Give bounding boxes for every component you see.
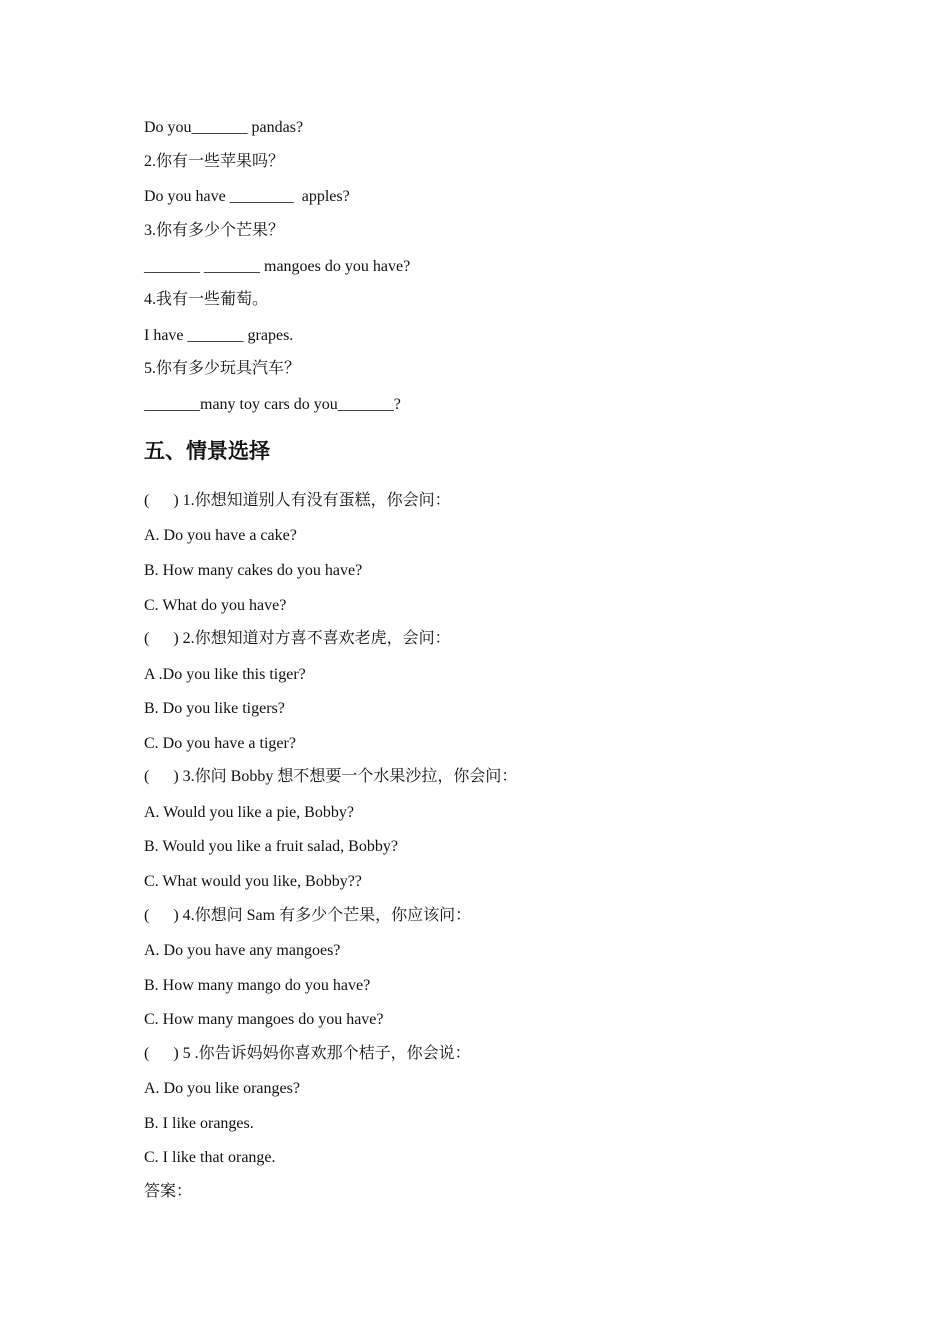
answer-label: 答案：	[144, 1183, 193, 1200]
q3-chinese-prompt: 3.你有多少个芒果？	[144, 222, 285, 239]
s5-q1-prompt: ( ) 1.你想知道别人有没有蛋糕，你会问：	[144, 492, 451, 509]
s5-q2-option-b: B. Do you like tigers?	[144, 700, 285, 717]
s5-q4-option-b: B. How many mango do you have?	[144, 977, 371, 994]
q5-english-line: _______many toy cars do you_______?	[144, 396, 401, 413]
s5-q2-prompt: ( ) 2.你想知道对方喜不喜欢老虎，会问：	[144, 630, 451, 647]
s5-q4-prompt: ( ) 4.你想问 Sam 有多少个芒果，你应该问：	[144, 907, 472, 924]
s5-q1-option-c: C. What do you have?	[144, 597, 287, 614]
q4-chinese-prompt: 4.我有一些葡萄。	[144, 291, 269, 308]
q2-english-line: Do you have ________ apples?	[144, 188, 350, 205]
s5-q1-option-b: B. How many cakes do you have?	[144, 562, 363, 579]
s5-q5-option-c: C. I like that orange.	[144, 1149, 276, 1166]
s5-q5-prompt: ( ) 5 .你告诉妈妈你喜欢那个桔子，你会说：	[144, 1045, 471, 1062]
s5-q3-option-b: B. Would you like a fruit salad, Bobby?	[144, 838, 398, 855]
q1-english-line: Do you_______ pandas?	[144, 119, 304, 136]
s5-q4-option-c: C. How many mangoes do you have?	[144, 1011, 384, 1028]
s5-q3-option-a: A. Would you like a pie, Bobby?	[144, 804, 354, 821]
q4-english-line: I have _______ grapes.	[144, 327, 294, 344]
s5-q1-option-a: A. Do you have a cake?	[144, 527, 297, 544]
s5-q5-option-b: B. I like oranges.	[144, 1115, 254, 1132]
q3-english-line: _______ _______ mangoes do you have?	[144, 258, 411, 275]
s5-q3-option-c: C. What would you like, Bobby??	[144, 873, 362, 890]
s5-q3-prompt: ( ) 3.你问 Bobby 想不想要一个水果沙拉，你会问：	[144, 768, 518, 785]
s5-q4-option-a: A. Do you have any mangoes?	[144, 942, 341, 959]
s5-q5-option-a: A. Do you like oranges?	[144, 1080, 300, 1097]
s5-q2-option-a: A .Do you like this tiger?	[144, 666, 306, 683]
q5-chinese-prompt: 5.你有多少玩具汽车？	[144, 360, 301, 377]
section-5-title: 五、情景选择	[144, 439, 270, 463]
q2-chinese-prompt: 2.你有一些苹果吗？	[144, 153, 285, 170]
s5-q2-option-c: C. Do you have a tiger?	[144, 735, 296, 752]
